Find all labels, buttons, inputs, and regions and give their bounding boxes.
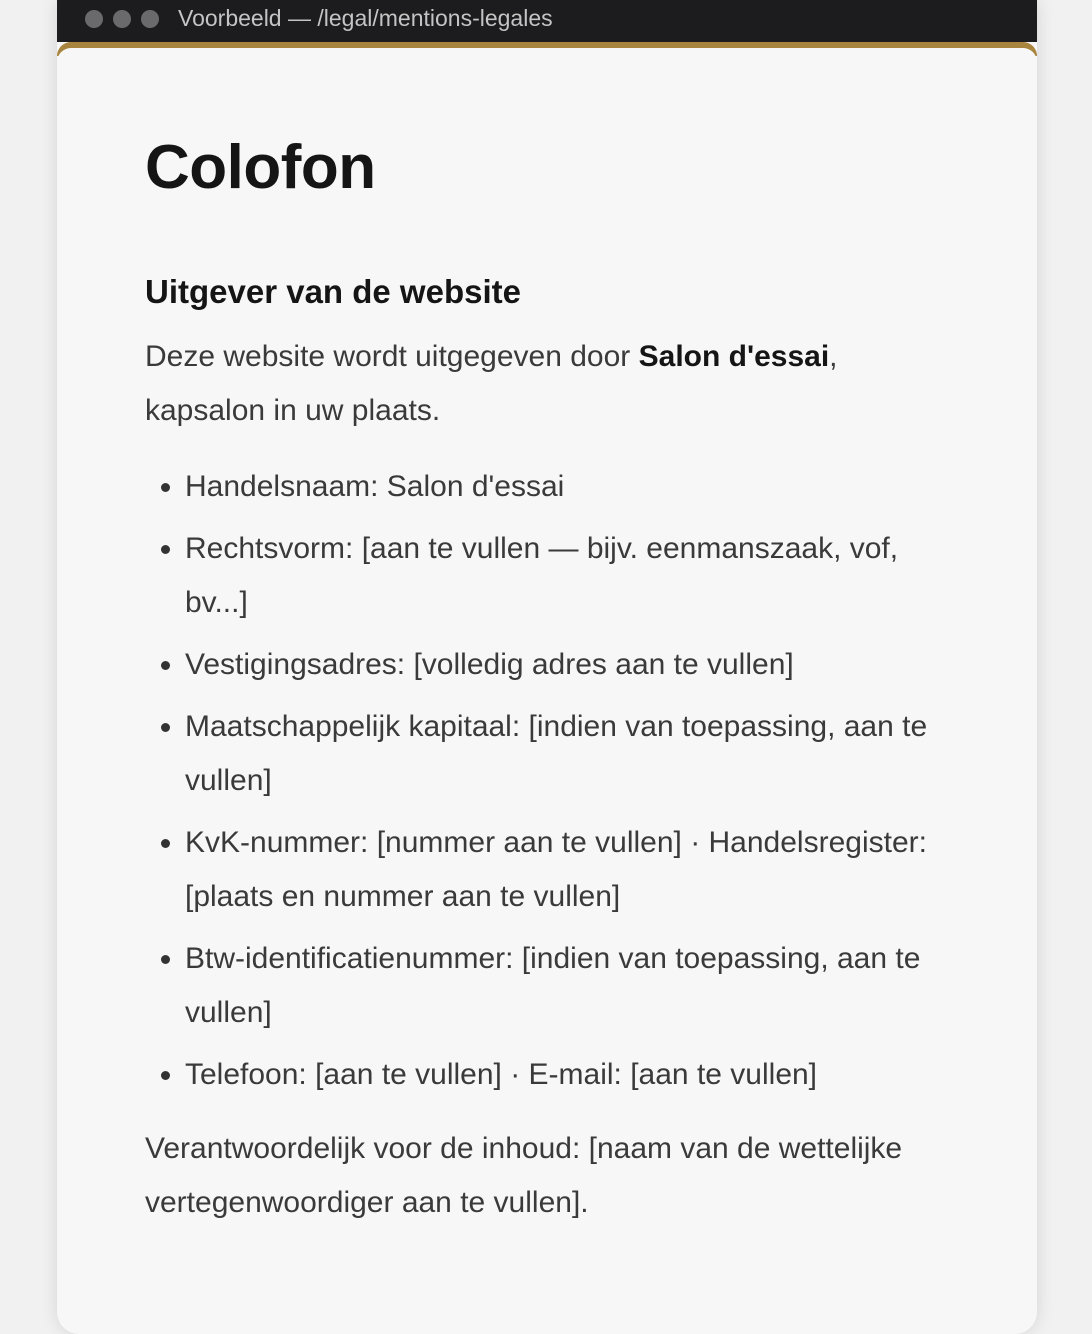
list-item: • Handelsnaam: Salon d'essai	[185, 460, 955, 514]
section-heading: Uitgever van de website	[145, 273, 521, 310]
title-bar	[57, 0, 1037, 42]
page-title: Colofon	[145, 133, 376, 202]
company-name: Salon d'essai	[638, 340, 830, 373]
company-details-list	[145, 460, 955, 1102]
window-controls	[85, 10, 159, 28]
responsible-paragraph: Verantwoordelijk voor de inhoud: [naam van de wettelijke vertegenwoordiger aan te vullen].	[145, 1132, 903, 1219]
list-item: • Rechtsvorm: [aan te vullen — bijv. eenmanszaak, vof, bv...]	[185, 522, 955, 630]
minimize-dot-icon[interactable]	[113, 10, 131, 28]
intro-suffix: , kapsalon in uw plaats.	[145, 340, 838, 427]
intro-prefix: Deze website wordt uitgegeven door	[145, 340, 639, 373]
maximize-dot-icon[interactable]	[141, 10, 159, 28]
list-item: • Telefoon: [aan te vullen] · E-mail: [aan te vullen]	[185, 1048, 955, 1102]
list-item: • Maatschappelijk kapitaal: [indien van toepassing, aan te vullen]	[185, 700, 955, 808]
list-item: • Vestigingsadres: [volledig adres aan te vullen]	[185, 638, 955, 692]
browser-window	[57, 0, 1037, 1334]
list-item: • KvK-nummer: [nummer aan te vullen] · Handelsregister: [plaats en nummer aan te vullen]	[185, 816, 955, 924]
window-url-title: Voorbeeld — /legal/mentions-legales	[178, 5, 553, 31]
list-item: • Btw-identificatienummer: [indien van toepassing, aan te vullen]	[185, 932, 955, 1040]
page-content	[145, 128, 955, 1230]
intro-paragraph	[145, 330, 955, 438]
close-dot-icon[interactable]	[85, 10, 103, 28]
